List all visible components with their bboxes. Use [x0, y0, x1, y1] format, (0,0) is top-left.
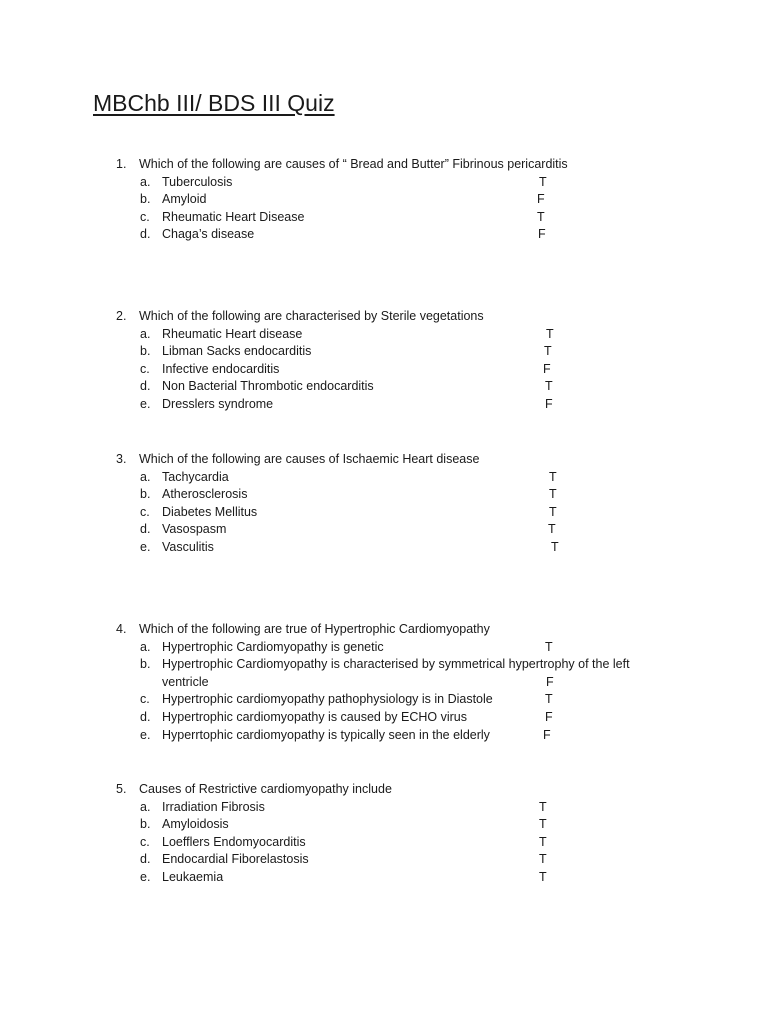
option-answer: T: [551, 539, 559, 554]
option-letter: e.: [140, 727, 151, 742]
option-row: [0, 174, 768, 192]
option-row: [0, 469, 768, 487]
option-answer: F: [537, 192, 545, 207]
option-answer: T: [537, 209, 545, 224]
question-stem: [0, 156, 768, 174]
option-row: [0, 326, 768, 344]
option-row: [0, 709, 768, 727]
question-text: Which of the following are causes of Ischaemic Heart disease: [139, 452, 480, 466]
option-text: Chaga’s disease: [162, 227, 255, 242]
option-letter: b.: [140, 657, 151, 672]
option-letter: a.: [140, 639, 151, 654]
option-text: Amyloid: [162, 192, 207, 207]
option-row: [0, 378, 768, 396]
question-number: 2.: [116, 309, 127, 323]
option-row: [0, 191, 768, 209]
option-row: [0, 521, 768, 539]
option-text: Loefflers Endomyocarditis: [162, 834, 306, 849]
option-answer: T: [549, 504, 557, 519]
option-text: Endocardial Fiborelastosis: [162, 852, 309, 867]
option-answer: T: [539, 852, 547, 867]
question-text: Causes of Restrictive cardiomyopathy include: [139, 782, 392, 796]
option-text: Hypertrophic Cardiomyopathy is characterised by symmetrical hypertrophy of the left: [162, 657, 630, 672]
option-answer: T: [539, 174, 547, 189]
option-text: Libman Sacks endocarditis: [162, 344, 312, 359]
option-text: Rheumatic Heart Disease: [162, 209, 305, 224]
option-answer: T: [539, 869, 547, 884]
option-text: Hypertrophic cardiomyopathy is caused by ECHO virus: [162, 709, 467, 724]
option-answer: T: [548, 522, 556, 537]
option-row: [0, 209, 768, 227]
option-row: [0, 816, 768, 834]
option-answer: F: [545, 396, 553, 411]
option-answer: T: [545, 692, 553, 707]
option-letter: c.: [140, 361, 150, 376]
question-1: [0, 156, 768, 244]
question-5: [0, 781, 768, 887]
option-answer: F: [543, 361, 551, 376]
question-number: 3.: [116, 452, 127, 466]
option-letter: e.: [140, 539, 151, 554]
option-text: Non Bacterial Thrombotic endocarditis: [162, 379, 374, 394]
question-stem: [0, 308, 768, 326]
option-letter: e.: [140, 396, 151, 411]
question-2: [0, 308, 768, 414]
option-answer: T: [539, 799, 547, 814]
option-row: [0, 727, 768, 745]
option-answer: F: [538, 227, 546, 242]
option-row: [0, 361, 768, 379]
option-row: [0, 639, 768, 657]
option-text: Vasospasm: [162, 522, 227, 537]
option-text: Tachycardia: [162, 469, 229, 484]
option-letter: c.: [140, 504, 150, 519]
question-stem: [0, 621, 768, 639]
option-answer: T: [546, 326, 554, 341]
option-text: Vasculitis: [162, 539, 214, 554]
option-answer: T: [544, 344, 552, 359]
option-row: [0, 504, 768, 522]
option-letter: b.: [140, 192, 151, 207]
option-letter: c.: [140, 834, 150, 849]
option-answer: F: [543, 727, 551, 742]
option-letter: c.: [140, 209, 150, 224]
option-text: Dresslers syndrome: [162, 396, 274, 411]
option-letter: c.: [140, 692, 150, 707]
option-row: [0, 691, 768, 709]
option-letter: b.: [140, 817, 151, 832]
option-letter: d.: [140, 522, 151, 537]
option-letter: d.: [140, 227, 151, 242]
option-text: Hypertrophic Cardiomyopathy is genetic: [162, 639, 384, 654]
question-stem: [0, 451, 768, 469]
option-answer: F: [545, 709, 553, 724]
option-letter: d.: [140, 709, 151, 724]
question-number: 1.: [116, 157, 127, 171]
question-4: [0, 621, 768, 744]
option-row: [0, 343, 768, 361]
option-letter: a.: [140, 174, 151, 189]
option-text: Rheumatic Heart disease: [162, 326, 303, 341]
option-row: [0, 226, 768, 244]
option-row: [0, 834, 768, 852]
option-answer: T: [545, 639, 553, 654]
option-letter: a.: [140, 326, 151, 341]
option-letter: b.: [140, 487, 151, 502]
option-text: Infective endocarditis: [162, 361, 280, 376]
option-letter: d.: [140, 379, 151, 394]
option-row: [0, 799, 768, 817]
question-text: Which of the following are causes of “ Bread and Butter” Fibrinous pericarditis: [139, 157, 568, 171]
question-text: Which of the following are true of Hypertrophic Cardiomyopathy: [139, 622, 490, 636]
option-text: Tuberculosis: [162, 174, 233, 189]
question-text: Which of the following are characterised by Sterile vegetations: [139, 309, 484, 323]
option-text: Hyperrtophic cardiomyopathy is typically seen in the elderly: [162, 727, 490, 742]
option-answer: T: [539, 834, 547, 849]
option-text: Hypertrophic cardiomyopathy pathophysiology is in Diastole: [162, 692, 493, 707]
option-answer: T: [549, 469, 557, 484]
option-text: Diabetes Mellitus: [162, 504, 258, 519]
option-text: Amyloidosis: [162, 817, 229, 832]
option-row-continuation: [0, 674, 768, 692]
option-letter: e.: [140, 869, 151, 884]
option-row: [0, 396, 768, 414]
option-row: [0, 869, 768, 887]
question-3: [0, 451, 768, 557]
option-row: [0, 539, 768, 557]
option-row: [0, 656, 768, 674]
option-answer: T: [549, 487, 557, 502]
option-letter: a.: [140, 799, 151, 814]
question-number: 4.: [116, 622, 127, 636]
option-answer: T: [539, 817, 547, 832]
option-answer: F: [546, 674, 554, 689]
option-answer: T: [545, 379, 553, 394]
quiz-title: MBChb III/ BDS III Quiz: [93, 90, 335, 116]
option-text: Irradiation Fibrosis: [162, 799, 265, 814]
option-text: Atherosclerosis: [162, 487, 248, 502]
option-text: Leukaemia: [162, 869, 224, 884]
option-row: [0, 851, 768, 869]
option-letter: d.: [140, 852, 151, 867]
question-stem: [0, 781, 768, 799]
option-row: [0, 486, 768, 504]
option-letter: a.: [140, 469, 151, 484]
question-number: 5.: [116, 782, 127, 796]
option-letter: b.: [140, 344, 151, 359]
option-text-continuation: ventricle: [162, 674, 209, 689]
